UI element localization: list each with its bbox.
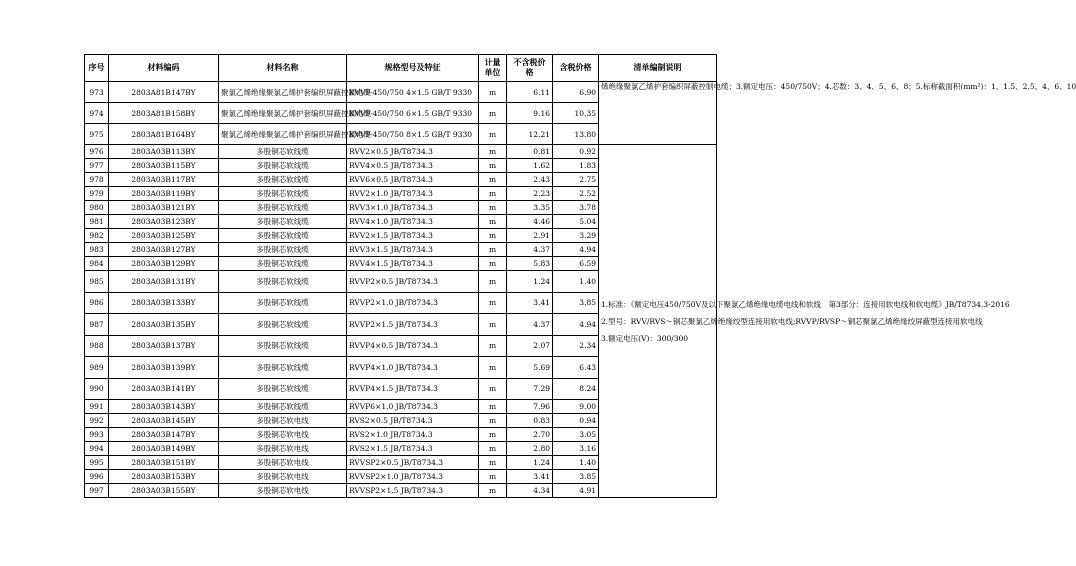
cell-material-name: 聚氯乙烯绝缘聚氯乙烯护套编织屏蔽控制电缆 <box>219 103 347 124</box>
cell-price-in-tax: 3.85 <box>553 470 599 484</box>
cell-price-in-tax: 0.94 <box>553 414 599 428</box>
cell-material-code: 2803A03B115BY <box>109 159 219 173</box>
description-note-group2 <box>599 145 1010 498</box>
cell-seq: 976 <box>85 145 109 159</box>
cell-unit: m <box>479 215 507 229</box>
cell-seq: 975 <box>85 124 109 145</box>
cell-material-name: 多股铜芯软线缆 <box>219 378 347 400</box>
cell-price-in-tax: 1.40 <box>553 456 599 470</box>
cell-seq: 990 <box>85 378 109 400</box>
cell-spec: KVVP-450/750 8×1.5 GB/T 9330 <box>347 124 479 145</box>
header-name: 材料名称 <box>219 55 347 82</box>
cell-price-ex-tax: 2.23 <box>507 187 553 201</box>
cell-price-ex-tax: 3.41 <box>507 470 553 484</box>
cell-price-in-tax: 9.00 <box>553 400 599 414</box>
cell-material-name: 多股铜芯软线缆 <box>219 145 347 159</box>
cell-spec: RVVP4×1.0 JB/T8734.3 <box>347 357 479 379</box>
cell-seq: 980 <box>85 201 109 215</box>
cell-material-code: 2803A03B137BY <box>109 335 219 357</box>
cell-material-name: 多股铜芯软电线 <box>219 428 347 442</box>
cell-unit: m <box>479 428 507 442</box>
cell-price-in-tax: 6.90 <box>553 82 599 103</box>
cell-seq: 982 <box>85 229 109 243</box>
cell-price-ex-tax: 9.16 <box>507 103 553 124</box>
cell-material-code: 2803A03B125BY <box>109 229 219 243</box>
cell-spec: RVV3×1.5 JB/T8734.3 <box>347 243 479 257</box>
cell-material-name: 多股铜芯软线缆 <box>219 243 347 257</box>
cell-price-ex-tax: 3.41 <box>507 292 553 314</box>
cell-material-name: 聚氯乙烯绝缘聚氯乙烯护套编织屏蔽控制电缆 <box>219 124 347 145</box>
cell-price-ex-tax: 1.62 <box>507 159 553 173</box>
cell-material-name: 聚氯乙烯绝缘聚氯乙烯护套编织屏蔽控制电缆 <box>219 82 347 103</box>
cell-spec: RVVP6×1.0 JB/T8734.3 <box>347 400 479 414</box>
cell-seq: 978 <box>85 173 109 187</box>
cell-seq: 989 <box>85 357 109 379</box>
cell-material-code: 2803A03B143BY <box>109 400 219 414</box>
cell-seq: 994 <box>85 442 109 456</box>
cell-spec: RVVSP2×0.5 JB/T8734.3 <box>347 456 479 470</box>
cell-seq: 974 <box>85 103 109 124</box>
cell-material-code: 2803A03B139BY <box>109 357 219 379</box>
cell-unit: m <box>479 314 507 336</box>
cell-price-ex-tax: 2.07 <box>507 335 553 357</box>
cell-price-in-tax: 3.05 <box>553 428 599 442</box>
cell-seq: 992 <box>85 414 109 428</box>
cell-seq: 987 <box>85 314 109 336</box>
cell-material-code: 2803A03B155BY <box>109 484 219 498</box>
cell-seq: 991 <box>85 400 109 414</box>
cell-unit: m <box>479 243 507 257</box>
description-paragraph: 1.标准：《额定电压450/750V及以下聚氯乙烯绝缘电缆电线和软线 第3部分：连接用软电线和软电缆》JB/T8734.3-2016 <box>601 299 1010 309</box>
cell-unit: m <box>479 187 507 201</box>
cell-spec: RVV4×1.0 JB/T8734.3 <box>347 215 479 229</box>
cell-material-name: 多股铜芯软线缆 <box>219 335 347 357</box>
cell-price-ex-tax: 2.70 <box>507 428 553 442</box>
cell-seq: 979 <box>85 187 109 201</box>
cell-unit: m <box>479 442 507 456</box>
cell-price-in-tax: 4.94 <box>553 314 599 336</box>
cell-material-code: 2803A03B127BY <box>109 243 219 257</box>
table-row <box>85 145 717 159</box>
cell-price-ex-tax: 2.43 <box>507 173 553 187</box>
cell-price-ex-tax: 1.24 <box>507 456 553 470</box>
cell-unit: m <box>479 378 507 400</box>
cell-material-code: 2803A03B117BY <box>109 173 219 187</box>
cell-price-ex-tax: 4.37 <box>507 243 553 257</box>
cell-material-code: 2803A03B129BY <box>109 257 219 271</box>
cell-unit: m <box>479 335 507 357</box>
cell-material-name: 多股铜芯软线缆 <box>219 187 347 201</box>
cell-seq: 995 <box>85 456 109 470</box>
cell-price-ex-tax: 5.69 <box>507 357 553 379</box>
cell-spec: RVV4×0.5 JB/T8734.3 <box>347 159 479 173</box>
table-row <box>85 82 717 103</box>
cell-price-ex-tax: 7.29 <box>507 378 553 400</box>
cell-seq: 984 <box>85 257 109 271</box>
cell-material-code: 2803A03B149BY <box>109 442 219 456</box>
cell-material-code: 2803A81B147BY <box>109 82 219 103</box>
cell-spec: RVV4×1.5 JB/T8734.3 <box>347 257 479 271</box>
cell-price-ex-tax: 5.83 <box>507 257 553 271</box>
description-paragraph: 2.型号：RVV/RVS～铜芯聚氯乙烯绝缘绞型连接用软电线;RVVP/RVSP～铜芯聚氯乙烯绝缘绞屏蔽型连接用软电线 <box>601 316 983 326</box>
cell-price-ex-tax: 4.37 <box>507 314 553 336</box>
cell-price-in-tax: 8.24 <box>553 378 599 400</box>
cell-price-ex-tax: 0.81 <box>507 145 553 159</box>
cell-spec: RVVP4×0.5 JB/T8734.3 <box>347 335 479 357</box>
cell-seq: 973 <box>85 82 109 103</box>
cell-material-code: 2803A81B164BY <box>109 124 219 145</box>
cell-price-ex-tax: 4.46 <box>507 215 553 229</box>
cell-material-code: 2803A03B123BY <box>109 215 219 229</box>
cell-price-in-tax: 6.43 <box>553 357 599 379</box>
cell-spec: RVV2×1.0 JB/T8734.3 <box>347 187 479 201</box>
cell-unit: m <box>479 145 507 159</box>
cell-unit: m <box>479 357 507 379</box>
cell-material-name: 多股铜芯软线缆 <box>219 257 347 271</box>
cell-material-code: 2803A81B158BY <box>109 103 219 124</box>
cell-material-name: 多股铜芯软电线 <box>219 484 347 498</box>
cell-material-code: 2803A03B113BY <box>109 145 219 159</box>
cell-price-in-tax: 3.85 <box>553 292 599 314</box>
cell-material-name: 多股铜芯软线缆 <box>219 173 347 187</box>
cell-seq: 997 <box>85 484 109 498</box>
header-row <box>85 55 717 82</box>
cell-unit: m <box>479 400 507 414</box>
cell-spec: RVVP2×1.5 JB/T8734.3 <box>347 314 479 336</box>
cell-unit: m <box>479 292 507 314</box>
cell-unit: m <box>479 456 507 470</box>
cell-spec: RVS2×1.0 JB/T8734.3 <box>347 428 479 442</box>
cell-unit: m <box>479 484 507 498</box>
cell-price-ex-tax: 4.34 <box>507 484 553 498</box>
cell-material-code: 2803A03B135BY <box>109 314 219 336</box>
cell-price-in-tax: 3.29 <box>553 229 599 243</box>
cell-price-in-tax: 3.16 <box>553 442 599 456</box>
cell-price-in-tax: 5.04 <box>553 215 599 229</box>
cell-price-in-tax: 1.40 <box>553 271 599 293</box>
cell-price-ex-tax: 0.83 <box>507 414 553 428</box>
cell-unit: m <box>479 414 507 428</box>
cell-material-name: 多股铜芯软电线 <box>219 470 347 484</box>
cell-material-code: 2803A03B133BY <box>109 292 219 314</box>
cell-seq: 993 <box>85 428 109 442</box>
cell-price-ex-tax: 3.35 <box>507 201 553 215</box>
cell-material-name: 多股铜芯软线缆 <box>219 292 347 314</box>
cell-price-ex-tax: 2.91 <box>507 229 553 243</box>
cell-material-name: 多股铜芯软线缆 <box>219 314 347 336</box>
cell-spec: RVVP2×0.5 JB/T8734.3 <box>347 271 479 293</box>
header-seq: 序号 <box>85 55 109 82</box>
cell-material-code: 2803A03B141BY <box>109 378 219 400</box>
cell-spec: RVV3×1.0 JB/T8734.3 <box>347 201 479 215</box>
cell-spec: RVVP4×1.5 JB/T8734.3 <box>347 378 479 400</box>
cell-price-in-tax: 2.52 <box>553 187 599 201</box>
cell-unit: m <box>479 103 507 124</box>
cell-price-ex-tax: 12.21 <box>507 124 553 145</box>
cell-material-code: 2803A03B131BY <box>109 271 219 293</box>
cell-spec: RVVSP2×1.0 JB/T8734.3 <box>347 470 479 484</box>
header-price-in-tax: 含税价格 <box>553 55 599 82</box>
cell-material-name: 多股铜芯软电线 <box>219 442 347 456</box>
cell-spec: KVVP-450/750 4×1.5 GB/T 9330 <box>347 82 479 103</box>
header-price-ex-tax: 不含税价 格 <box>507 55 553 82</box>
header-code: 材料编码 <box>109 55 219 82</box>
cell-seq: 977 <box>85 159 109 173</box>
description-note-group1: 烯绝缘聚氯乙烯护套编织屏蔽控制电缆；3.额定电压：450/750V；4.芯数：3、4、5、6、8；5.标称截面积(mm²)：1、1.5、2.5、4、6、10 <box>599 82 717 145</box>
cell-unit: m <box>479 257 507 271</box>
cell-material-code: 2803A03B145BY <box>109 414 219 428</box>
cell-seq: 985 <box>85 271 109 293</box>
cell-unit: m <box>479 159 507 173</box>
cell-material-code: 2803A03B119BY <box>109 187 219 201</box>
header-description: 清单编制说明 <box>599 55 717 82</box>
cell-price-in-tax: 2.34 <box>553 335 599 357</box>
cell-seq: 988 <box>85 335 109 357</box>
cell-material-name: 多股铜芯软电线 <box>219 456 347 470</box>
cell-material-name: 多股铜芯软线缆 <box>219 357 347 379</box>
cell-price-ex-tax: 6.11 <box>507 82 553 103</box>
cell-material-name: 多股铜芯软线缆 <box>219 271 347 293</box>
cell-unit: m <box>479 82 507 103</box>
cell-material-name: 多股铜芯软线缆 <box>219 400 347 414</box>
cell-price-in-tax: 3.78 <box>553 201 599 215</box>
cell-material-name: 多股铜芯软线缆 <box>219 201 347 215</box>
cell-seq: 986 <box>85 292 109 314</box>
cell-price-ex-tax: 1.24 <box>507 271 553 293</box>
cell-spec: KVVP-450/750 6×1.5 GB/T 9330 <box>347 103 479 124</box>
cell-seq: 983 <box>85 243 109 257</box>
cell-spec: RVS2×1.5 JB/T8734.3 <box>347 442 479 456</box>
cell-material-name: 多股铜芯软线缆 <box>219 215 347 229</box>
cell-spec: RVV2×1.5 JB/T8734.3 <box>347 229 479 243</box>
cell-material-name: 多股铜芯软电线 <box>219 414 347 428</box>
cell-price-in-tax: 1.83 <box>553 159 599 173</box>
description-paragraph: 3.额定电压(V)：300/300 <box>601 333 689 343</box>
cell-spec: RVS2×0.5 JB/T8734.3 <box>347 414 479 428</box>
cell-spec: RVVSP2×1.5 JB/T8734.3 <box>347 484 479 498</box>
cell-unit: m <box>479 470 507 484</box>
cell-unit: m <box>479 124 507 145</box>
cell-unit: m <box>479 229 507 243</box>
cell-material-code: 2803A03B121BY <box>109 201 219 215</box>
cell-price-in-tax: 6.59 <box>553 257 599 271</box>
cell-price-in-tax: 10.35 <box>553 103 599 124</box>
cell-material-name: 多股铜芯软线缆 <box>219 159 347 173</box>
cell-price-in-tax: 4.91 <box>553 484 599 498</box>
cell-price-in-tax: 0.92 <box>553 145 599 159</box>
cell-price-in-tax: 13.80 <box>553 124 599 145</box>
cell-unit: m <box>479 173 507 187</box>
cell-spec: RVV2×0.5 JB/T8734.3 <box>347 145 479 159</box>
cell-spec: RVVP2×1.0 JB/T8734.3 <box>347 292 479 314</box>
cell-unit: m <box>479 201 507 215</box>
cell-price-in-tax: 4.94 <box>553 243 599 257</box>
cell-material-name: 多股铜芯软线缆 <box>219 229 347 243</box>
header-unit: 计量单位 <box>479 55 507 82</box>
header-spec: 规格型号及特征 <box>347 55 479 82</box>
cell-material-code: 2803A03B147BY <box>109 428 219 442</box>
cell-price-ex-tax: 2.80 <box>507 442 553 456</box>
cell-material-code: 2803A03B153BY <box>109 470 219 484</box>
cell-price-ex-tax: 7.96 <box>507 400 553 414</box>
cell-unit: m <box>479 271 507 293</box>
cell-spec: RVV6×0.5 JB/T8734.3 <box>347 173 479 187</box>
cell-price-in-tax: 2.75 <box>553 173 599 187</box>
cell-seq: 996 <box>85 470 109 484</box>
material-price-table <box>84 54 1076 498</box>
cell-seq: 981 <box>85 215 109 229</box>
cell-material-code: 2803A03B151BY <box>109 456 219 470</box>
